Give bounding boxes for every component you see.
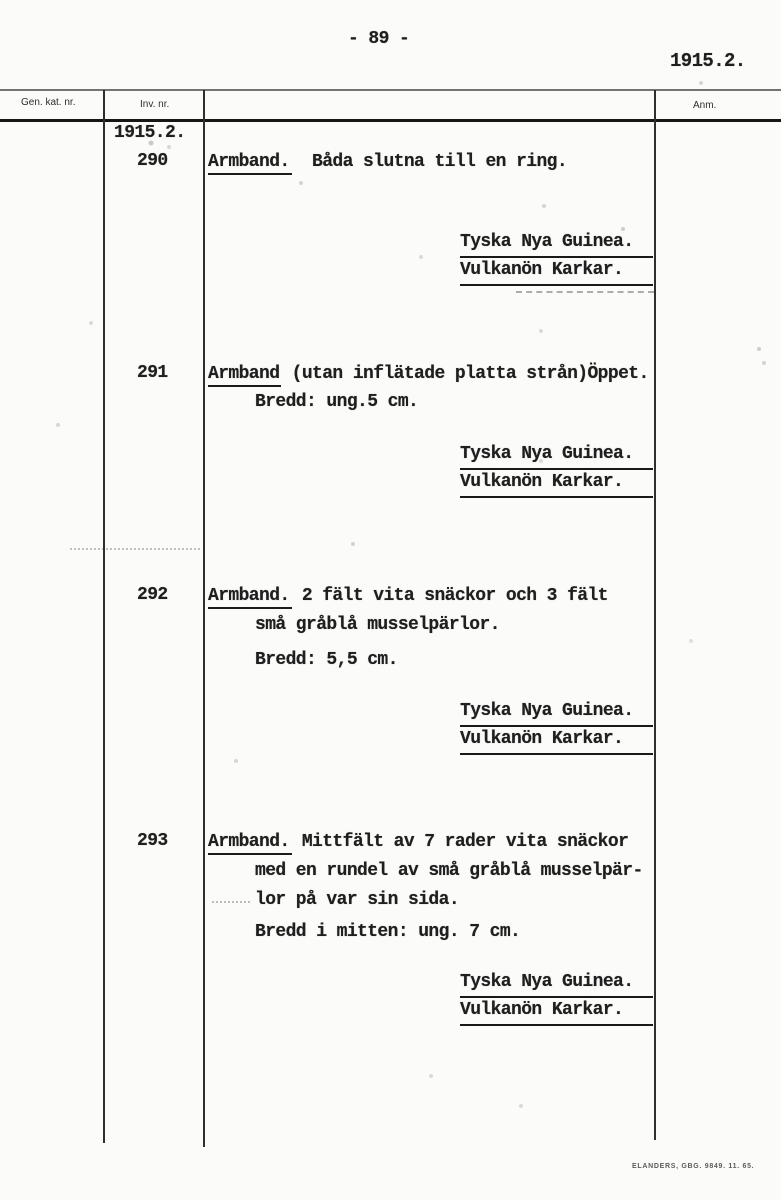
page-number: - 89 -: [348, 29, 410, 49]
entry-object-title: Armband.: [208, 586, 292, 609]
entry-description-text: 2 fält vita snäckor och 3 fält: [291, 586, 608, 606]
scan-dash-artifact: [516, 291, 654, 293]
provenance-region: Tyska Nya Guinea.: [460, 232, 653, 258]
provenance-locality: Vulkanön Karkar.: [460, 472, 653, 498]
provenance-region: Tyska Nya Guinea.: [460, 972, 653, 998]
provenance-locality: Vulkanön Karkar.: [460, 260, 653, 286]
scan-dot-artifact: [212, 901, 250, 903]
collection-year-reference-column: 1915.2.: [114, 123, 186, 143]
scan-dot-artifact: [70, 548, 200, 550]
column-header-inv-nr: Inv. nr.: [140, 99, 170, 110]
inventory-number: 291: [137, 363, 168, 383]
entry-description-line: [208, 364, 649, 384]
entry-description-continuation: lor på var sin sida.: [255, 890, 460, 910]
column-divider-inv-nr: [203, 90, 205, 1147]
inventory-number: 290: [137, 151, 168, 171]
entry-description-continuation: med en rundel av små gråblå musselpär-: [255, 861, 643, 881]
entry-dimension-line: Bredd: 5,5 cm.: [255, 650, 398, 670]
entry-description-continuation: små gråblå musselpärlor.: [255, 615, 500, 635]
entry-description-line: [208, 832, 628, 852]
provenance-region: Tyska Nya Guinea.: [460, 444, 653, 470]
entry-description-line: [208, 152, 567, 172]
scan-noise-specks: [0, 0, 2, 2]
column-divider-gen-kat: [103, 90, 105, 1143]
provenance-region: Tyska Nya Guinea.: [460, 701, 653, 727]
entry-object-title: Armband: [208, 364, 281, 387]
inventory-number: 292: [137, 585, 168, 605]
entry-description-text: Båda slutna till en ring.: [291, 152, 568, 172]
entry-dimension-line: Bredd: ung.5 cm.: [255, 392, 419, 412]
entry-description-text: Mittfält av 7 rader vita snäckor: [291, 832, 629, 852]
column-header-gen-kat-nr: Gen. kat. nr.: [21, 97, 76, 108]
entry-description-line: [208, 586, 608, 606]
entry-dimension-line: Bredd i mitten: ung. 7 cm.: [255, 922, 521, 942]
entry-description-text: (utan inflätade platta strån)Öppet.: [281, 364, 649, 384]
inventory-number: 293: [137, 831, 168, 851]
provenance-locality: Vulkanön Karkar.: [460, 1000, 653, 1026]
table-header-bottom-rule: [0, 119, 781, 122]
printer-mark: ELANDERS, GBG. 9849. 11. 65.: [632, 1163, 755, 1170]
entry-object-title: Armband.: [208, 832, 292, 855]
entry-object-title: Armband.: [208, 152, 292, 175]
collection-year-reference: 1915.2.: [670, 50, 746, 72]
provenance-locality: Vulkanön Karkar.: [460, 729, 653, 755]
column-header-anm: Anm.: [693, 100, 717, 111]
column-divider-anm: [654, 90, 656, 1140]
table-header-top-rule: [0, 89, 781, 91]
